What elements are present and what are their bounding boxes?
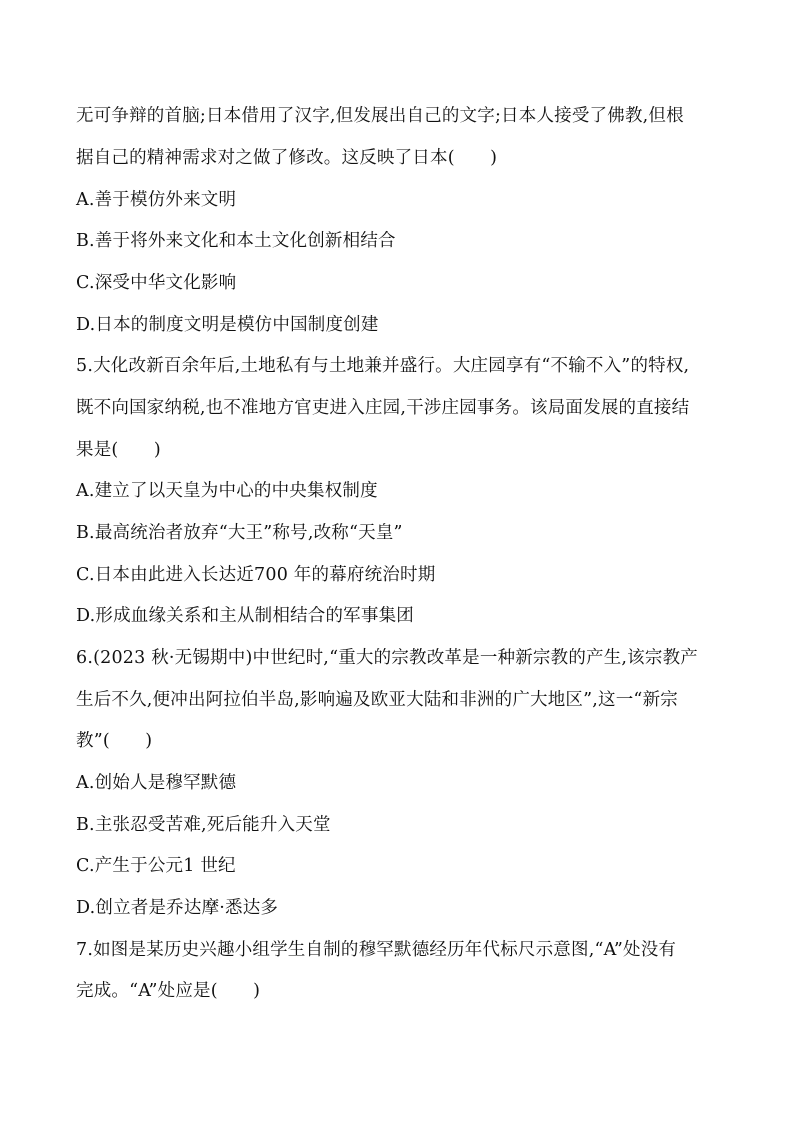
option-a: A.善于模仿外来文明 — [76, 190, 237, 210]
question-7: 7.如图是某历史兴趣小组学生自制的穆罕默德经历年代标尺示意图,“A”处没有 — [76, 940, 677, 960]
question-6: 6.(2023 秋·无锡期中)中世纪时,“重大的宗教改革是一种新宗教的产生,该宗教产 — [76, 648, 698, 668]
option-d: D.日本的制度文明是模仿中国制度创建 — [76, 315, 379, 335]
option-d: D.形成血缘关系和主从制相结合的军事集团 — [76, 606, 414, 626]
text-line: 教”( ) — [76, 731, 153, 751]
text-line: 据自己的精神需求对之做了修改。这反映了日本( ) — [76, 148, 498, 168]
option-c: C.产生于公元1 世纪 — [76, 856, 236, 876]
option-a: A.创始人是穆罕默德 — [76, 773, 237, 793]
option-a: A.建立了以天皇为中心的中央集权制度 — [76, 481, 378, 501]
option-c: C.深受中华文化影响 — [76, 273, 237, 293]
text-line: 既不向国家纳税,也不准地方官吏进入庄园,干涉庄园事务。该局面发展的直接结 — [76, 398, 690, 418]
option-c: C.日本由此进入长达近700 年的幕府统治时期 — [76, 565, 436, 585]
question-5: 5.大化改新百余年后,土地私有与土地兼并盛行。大庄园享有“不输不入”的特权, — [76, 356, 690, 376]
option-d: D.创立者是乔达摩·悉达多 — [76, 898, 279, 918]
text-line: 完成。“A”处应是( ) — [76, 981, 261, 1001]
text-line: 生后不久,便冲出阿拉伯半岛,影响遍及欧亚大陆和非洲的广大地区”,这一“新宗 — [76, 690, 678, 710]
text-line: 无可争辩的首脑;日本借用了汉字,但发展出自己的文字;日本人接受了佛教,但根 — [76, 106, 684, 126]
option-b: B.主张忍受苦难,死后能升入天堂 — [76, 815, 331, 835]
option-b: B.善于将外来文化和本土文化创新相结合 — [76, 231, 396, 251]
text-line: 果是( ) — [76, 440, 161, 460]
option-b: B.最高统治者放弃“大王”称号,改称“天皇” — [76, 523, 403, 543]
